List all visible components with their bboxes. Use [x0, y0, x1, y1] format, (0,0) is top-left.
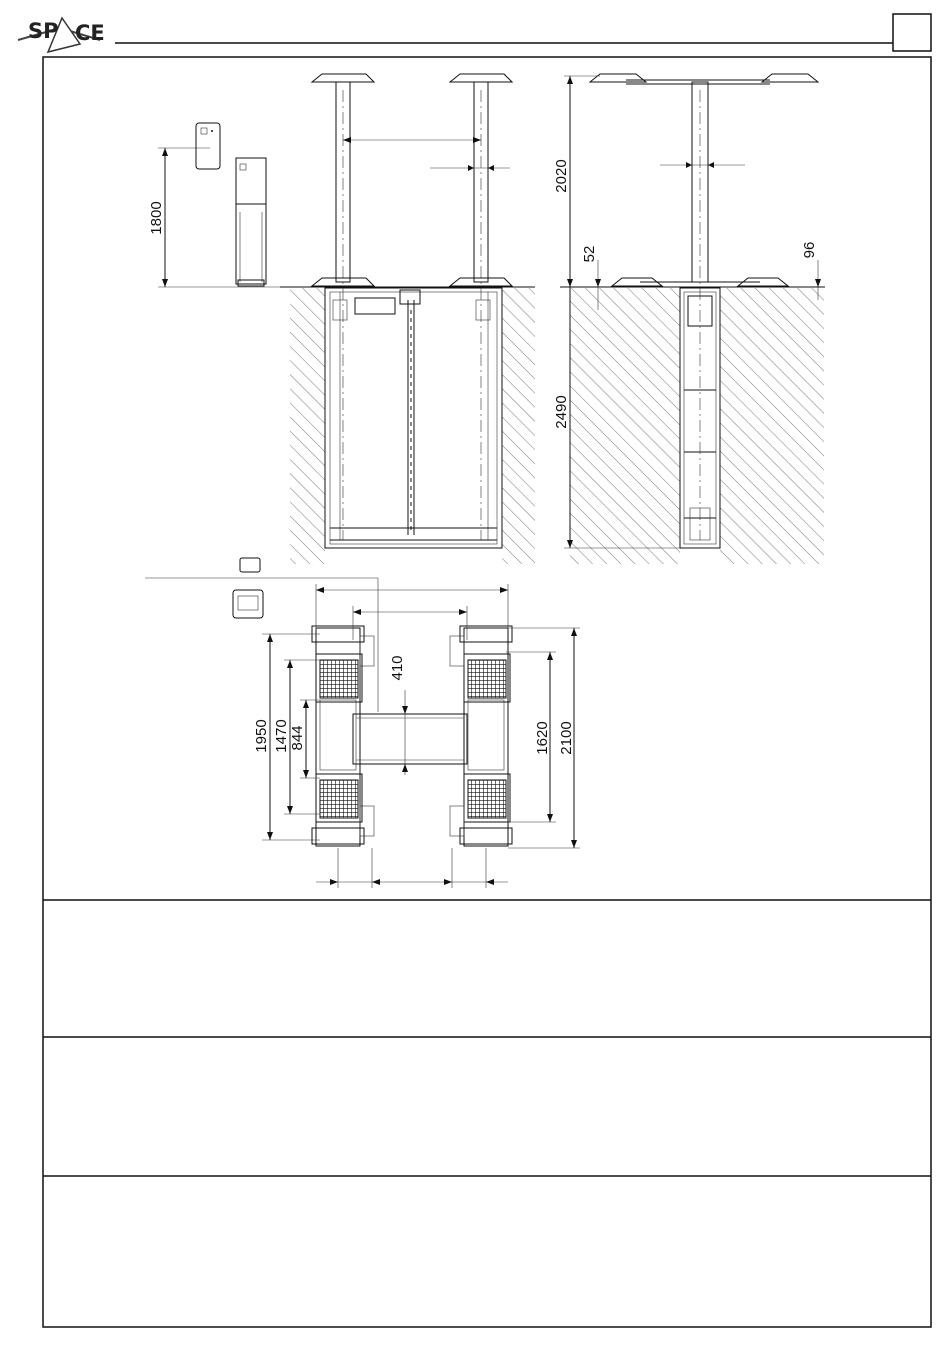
dim-844-label: 844: [289, 725, 306, 751]
front-elevation: [280, 74, 535, 564]
logo-text-right: CE: [75, 21, 105, 45]
dim-410-label: 410: [389, 655, 406, 681]
plan-view: [145, 558, 580, 888]
page-number-box: [893, 14, 931, 51]
dim-1620-label: 1620: [534, 721, 551, 755]
dim-96-label: 96: [801, 241, 818, 259]
pad-front-left: [312, 626, 374, 702]
side-elevation: [553, 74, 825, 564]
dimension-1800: [148, 148, 340, 287]
dim-52-label: 52: [581, 245, 598, 263]
dim-1470-label: 1470: [273, 719, 290, 753]
logo-text-left: SP: [28, 19, 59, 43]
pad-front-right: [450, 626, 512, 702]
dim-2020-label: 2020: [553, 159, 570, 193]
pad-rear-left: [312, 774, 374, 844]
control-console: [196, 123, 266, 286]
dim-2100-label: 2100: [558, 721, 575, 755]
dim-2490-label: 2490: [553, 395, 570, 429]
dim-1800-label: 1800: [148, 201, 165, 235]
pad-rear-right: [450, 774, 512, 844]
dim-1950-label: 1950: [253, 719, 270, 753]
space-logo: [18, 18, 105, 52]
